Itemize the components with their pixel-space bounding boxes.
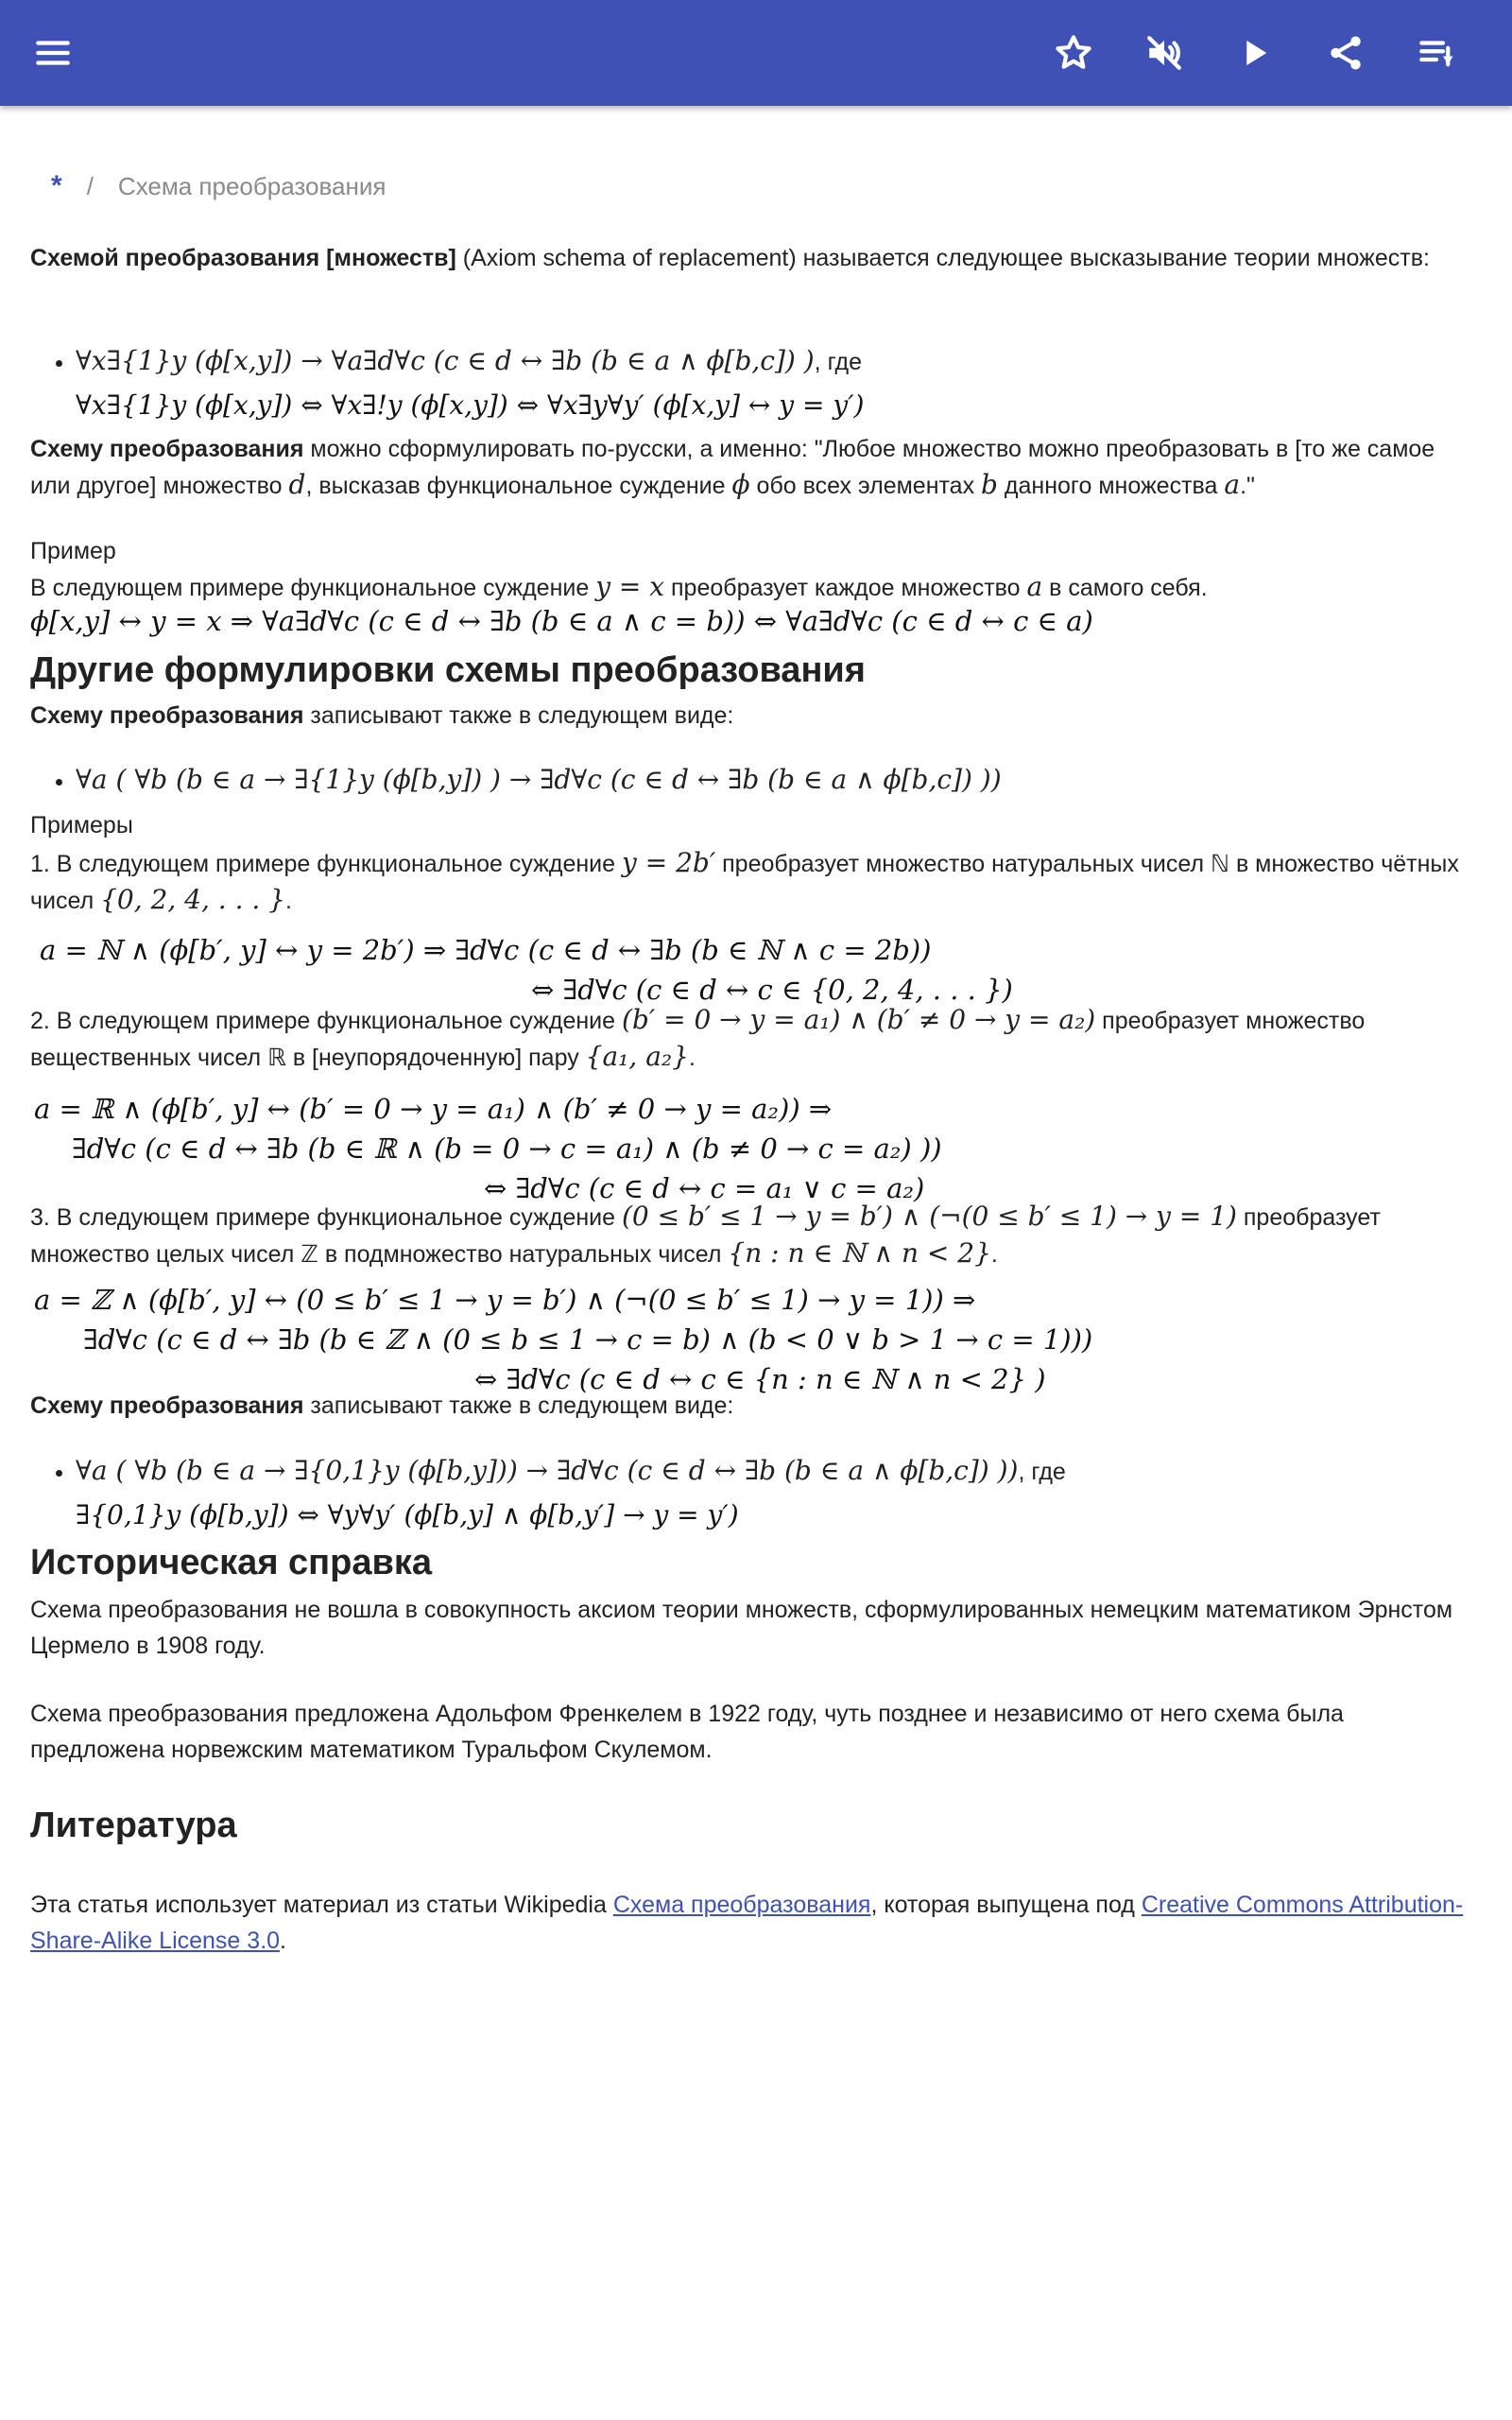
license-link[interactable]: Creative Commons Attribution-Share-Alike License 3.0 [30, 1892, 1464, 1954]
math-clamp-function: (0 ≤ b′ ≤ 1 → y = b′) ∧ (¬(0 ≤ b′ ≤ 1) → y = 1) [622, 1201, 1237, 1232]
math-pair-function: (b′ = 0 → y = a₁) ∧ (b′ ≠ 0 → y = a₂) [622, 1004, 1096, 1035]
section2-lead [30, 698, 733, 734]
formula-gde: , где [814, 349, 863, 375]
share-icon [1326, 33, 1366, 73]
formula-list-1 [30, 344, 862, 380]
example2-eq3: ⇔ ∃d∀c (c ∈ d ↔ c = a₁ ∨ c = a₂) [484, 1172, 925, 1204]
example-paragraph [30, 569, 1467, 606]
math-phi: ϕ [731, 469, 750, 500]
section2-lead-bold: Схему преобразования [30, 702, 304, 729]
breadcrumb-home-link[interactable]: * [51, 170, 62, 201]
russian-text: данного множества [997, 473, 1225, 499]
play-icon [1235, 33, 1275, 73]
example3-eq3: ⇔ ∃d∀c (c ∈ d ↔ c ∈ {n : n ∈ ℕ ∧ n < 2} ) [474, 1363, 1046, 1395]
example-text: В следующем примере функциональное суждение [30, 575, 596, 601]
playlist-icon [1417, 33, 1456, 73]
math-y-eq-2b: y = 2b′ [622, 847, 716, 878]
example3-text: преобразует множество целых чисел ℤ в подмножество натуральных чисел [30, 1204, 1381, 1268]
example1-paragraph [30, 845, 1467, 919]
section2-lead2-bold: Схему преобразования [30, 1392, 304, 1419]
example2-paragraph [30, 1002, 1467, 1076]
example1-text: . [285, 888, 292, 914]
section2-lead2-text: записывают также в следующем виде: [303, 1392, 734, 1419]
example2-text: 2. В следующем примере функциональное суждение [30, 1008, 622, 1034]
example2-text: преобразует множество вещественных чисел ℝ в [неупорядоченную] пару [30, 1008, 1366, 1071]
history-paragraph-2: Схема преобразования предложена Адольфом Френкелем в 1922 году, чуть позднее и независимо от него схема была предложена норвежским математиком Туральфом Скулемом. [30, 1701, 1344, 1763]
app-bar [0, 0, 1512, 106]
intro-text: (Axiom schema of replacement) называется следующее высказывание теории множеств: [455, 245, 1430, 271]
example1-eq2: ⇔ ∃d∀c (c ∈ d ↔ c ∈ {0, 2, 4, . . . }) [531, 974, 1013, 1006]
example3-eq2: ∃d∀c (c ∈ d ↔ ∃b (b ∈ ℤ ∧ (0 ≤ b ≤ 1 → c = b) ∧ (b < 0 ∨ b > 1 → c = 1))) [83, 1323, 1093, 1356]
literature-text: , которая выпущена под [870, 1892, 1142, 1918]
formula-list-2 [30, 764, 1002, 795]
example1-text: преобразует множество натуральных чисел ℕ в множество чётных чисел [30, 851, 1459, 914]
example-text: преобразует каждое множество [664, 575, 1027, 601]
breadcrumb-current: Схема преобразования [117, 171, 387, 200]
intro-paragraph [30, 240, 1467, 276]
russian-text: ." [1240, 473, 1255, 499]
play-button[interactable] [1225, 23, 1285, 83]
example2-eq1: a = ℝ ∧ (ϕ[b′, y] ↔ (b′ = 0 → y = a₁) ∧ (b′ ≠ 0 → y = a₂)) ⇒ [34, 1093, 833, 1125]
breadcrumb-separator: / [86, 171, 94, 200]
russian-paragraph [30, 431, 1467, 504]
russian-text: обо всех элементах [749, 473, 982, 499]
example2-text: . [688, 1045, 696, 1071]
star-outline-icon [1054, 33, 1093, 73]
math-a: a [1224, 469, 1241, 500]
math-subset: {n : n ∈ ℕ ∧ n < 2} [728, 1237, 991, 1269]
example3-text: . [990, 1241, 998, 1268]
section-history-title: Историческая справка [30, 1543, 432, 1582]
wikipedia-article-link[interactable]: Схема преобразования [612, 1892, 871, 1918]
formula-item [76, 1454, 1066, 1490]
russian-text: можно сформулировать по-русски, а именно: "Любое множество можно преобразовать в [то же самое или другое] множество [30, 436, 1435, 499]
formula-main: ∀x∃{1}y (ϕ[x,y]) → ∀a∃d∀c (c ∈ d ↔ ∃b (b ∈ a ∧ ϕ[b,c]) ) [76, 345, 815, 376]
volume-off-icon [1144, 33, 1184, 73]
breadcrumb [51, 170, 386, 202]
russian-text: , высказав функциональное суждение [305, 473, 732, 499]
formula-item [76, 764, 1002, 795]
contents-button[interactable] [1406, 23, 1467, 83]
math-a: a [1026, 571, 1043, 602]
formula-equivalence: ∀x∃{1}y (ϕ[x,y]) ⇔ ∀x∃!y (ϕ[x,y]) ⇔ ∀x∃y∀y′ (ϕ[x,y] ↔ y = y′) [76, 389, 865, 421]
example1-text: 1. В следующем примере функциональное суждение [30, 851, 622, 877]
section2-lead-2 [30, 1388, 733, 1424]
formula-gde: , где [1018, 1459, 1066, 1485]
section2-lead-text: записывают также в следующем виде: [303, 702, 734, 729]
example-text: в самого себя. [1042, 575, 1208, 601]
literature-text: . [280, 1927, 286, 1954]
math-even-set: {0, 2, 4, . . . } [100, 884, 285, 915]
example2-eq2: ∃d∀c (c ∈ d ↔ ∃b (b ∈ ℝ ∧ (b = 0 → c = a₁) ∧ (b ≠ 0 → c = a₂) )) [72, 1132, 942, 1165]
example3-text: 3. В следующем примере функциональное суждение [30, 1204, 622, 1231]
menu-icon [33, 33, 73, 73]
example-title: Пример [30, 538, 116, 564]
russian-bold: Схему преобразования [30, 436, 304, 462]
formula-list-3 [30, 1454, 1066, 1490]
bookmark-button[interactable] [1043, 23, 1104, 83]
example3-paragraph [30, 1199, 1467, 1272]
math-pair-set: {a₁, a₂} [585, 1041, 689, 1072]
share-button[interactable] [1315, 23, 1376, 83]
section-literature-title: Литература [30, 1806, 237, 1845]
math-b: b [981, 469, 998, 500]
math-y-eq-x: y = x [595, 571, 665, 602]
intro-bold: Схемой преобразования [множеств] [30, 245, 456, 271]
history-paragraph-1: Схема преобразования не вошла в совокупность аксиом теории множеств, сформулированных немецким математиком Эрнстом Цермело в 1908 году. [30, 1597, 1453, 1659]
examples-title: Примеры [30, 812, 133, 838]
example1-eq1: a = ℕ ∧ (ϕ[b′, y] ↔ y = 2b′) ⇒ ∃d∀c (c ∈ d ↔ ∃b (b ∈ ℕ ∧ c = 2b)) [40, 934, 932, 966]
formula-alt-2: ∀a ( ∀b (b ∈ a → ∃{0,1}y (ϕ[b,y])) → ∃d∀c (c ∈ d ↔ ∃b (b ∈ a ∧ ϕ[b,c]) )) [76, 1455, 1019, 1486]
math-d: d [288, 469, 306, 500]
formula-item [76, 344, 862, 380]
formula-alt-2-definition: ∃{0,1}y (ϕ[b,y]) ⇔ ∀y∀y′ (ϕ[b,y] ∧ ϕ[b,y′] → y = y′) [76, 1499, 739, 1530]
example3-eq1: a = ℤ ∧ (ϕ[b′, y] ↔ (0 ≤ b′ ≤ 1 → y = b′) ∧ (¬(0 ≤ b′ ≤ 1) → y = 1)) ⇒ [34, 1284, 976, 1316]
menu-button[interactable] [23, 23, 83, 83]
section-other-formulations-title: Другие формулировки схемы преобразования [30, 650, 866, 690]
mute-button[interactable] [1134, 23, 1194, 83]
example-equation: ϕ[x,y] ↔ y = x ⇒ ∀a∃d∀c (c ∈ d ↔ ∃b (b ∈ a ∧ c = b)) ⇔ ∀a∃d∀c (c ∈ d ↔ c ∈ a) [30, 605, 1093, 637]
literature-text: Эта статья использует материал из статьи Wikipedia [30, 1892, 613, 1918]
formula-alt: ∀a ( ∀b (b ∈ a → ∃{1}y (ϕ[b,y]) ) → ∃d∀c (c ∈ d ↔ ∃b (b ∈ a ∧ ϕ[b,c]) )) [76, 764, 1002, 795]
literature-paragraph [30, 1887, 1467, 1959]
